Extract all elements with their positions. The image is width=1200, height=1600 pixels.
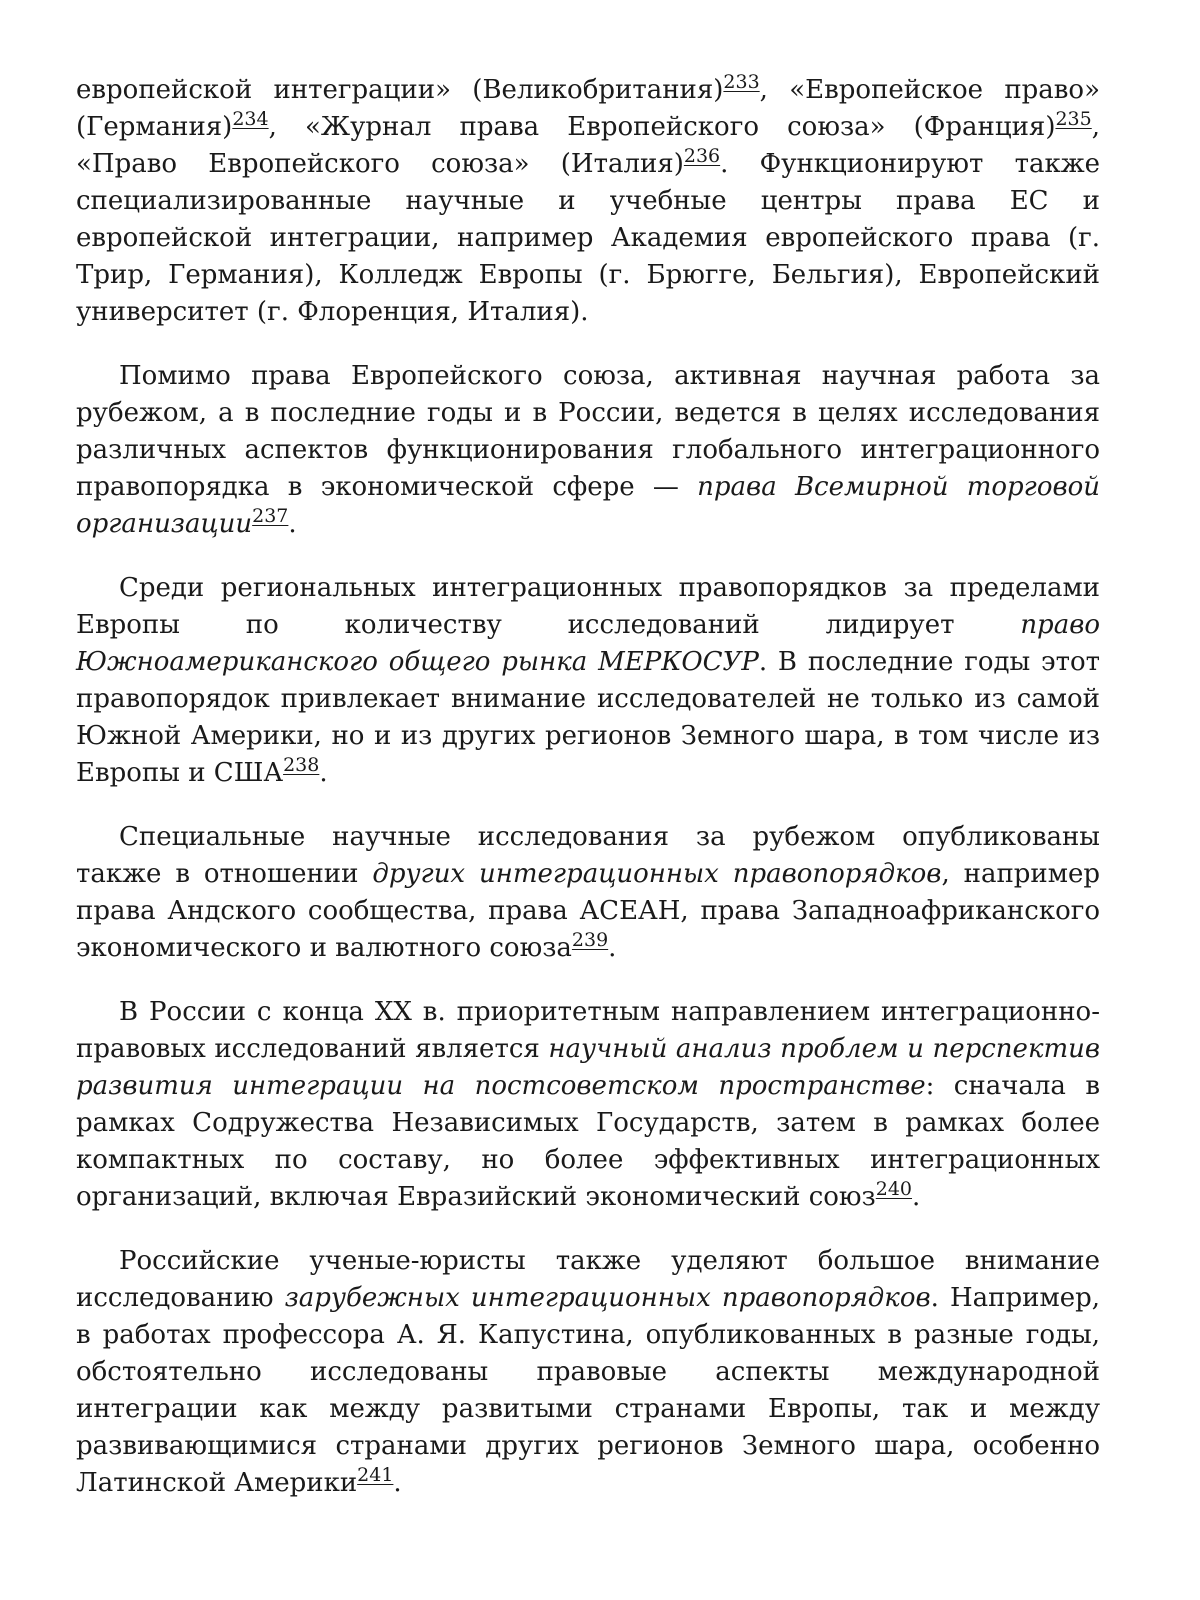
text-run: Специальные научные исследования за рубежом опубликованы также в отношении	[76, 822, 1100, 889]
footnote-link[interactable]: 239	[571, 929, 609, 951]
paragraph	[76, 1243, 1100, 1502]
footnote-link[interactable]: 240	[875, 1178, 913, 1200]
text-run: . В последние годы этот правопорядок привлекает внимание исследователей не только из самой Южной Америки, но и из других регионов Земного шара, в том числе из Европы и США	[76, 647, 1100, 788]
text-run: : сначала в рамках Содружества Независимых Государств, затем в рамках более компактных по составу, но более эффективных интеграционных организаций, включая Евразийский экономический союз	[76, 1071, 1100, 1212]
footnote-link[interactable]: 236	[683, 145, 721, 167]
text-run: европейской интеграции» (Великобритания)	[76, 75, 724, 105]
text-run: Российские ученые-юристы также уделяют большое внимание исследованию	[76, 1246, 1100, 1313]
paragraph	[76, 819, 1100, 967]
text-run: .	[912, 1182, 921, 1212]
text-run: , например права Андского сообщества, права АСЕАН, права Западноафриканского экономического и валютного союза	[76, 859, 1101, 963]
italic-text: зарубежных интеграционных правопорядков	[284, 1283, 931, 1313]
text-run: Помимо права Европейского союза, активная научная работа за рубежом, а в последние годы и в России, ведется в целях исследования различных аспектов функционирования глобального интеграционного правопорядка в экономической сфере —	[76, 361, 1100, 502]
text-run: .	[319, 758, 328, 788]
italic-text: других интеграционных правопорядков	[372, 859, 942, 889]
text-run: , «Журнал права Европейского союза» (Франция)	[268, 112, 1056, 142]
paragraph	[76, 994, 1100, 1216]
italic-text: права Всемирной торговой организации	[76, 472, 1101, 539]
paragraph	[76, 72, 1100, 331]
paragraph	[76, 570, 1100, 792]
paragraph	[76, 358, 1100, 543]
footnote-link[interactable]: 233	[723, 71, 760, 93]
italic-text: право Южноамериканского общего рынка МЕРКОСУР	[76, 610, 1100, 677]
text-run: , «Европейское право» (Германия)	[76, 75, 1100, 142]
footnote-link[interactable]: 234	[232, 108, 269, 130]
text-run: Среди региональных интеграционных правопорядков за пределами Европы по количеству исследований лидирует	[76, 573, 1100, 640]
text-run: , «Право Европейского союза» (Италия)	[76, 112, 1100, 179]
footnote-link[interactable]: 235	[1055, 108, 1092, 130]
text-run: . Например, в работах профессора А. Я. Капустина, опубликованных в разные годы, обстоятельно исследованы правовые аспекты международной интеграции как между развитыми странами Европы, так и между развивающимися странами других регионов Земного шара, особенно Латинской Америки	[76, 1283, 1101, 1498]
text-run: . Функционируют также специализированные научные и учебные центры права ЕС и европейской интеграции, например Академия европейского права (г. Трир, Германия), Колледж Европы (г. Брюгге, Бельгия), Европейский университет (г. Флоренция, Италия).	[76, 149, 1101, 327]
footnote-link[interactable]: 241	[357, 1464, 394, 1486]
text-run: .	[288, 509, 297, 539]
text-run: .	[608, 933, 617, 963]
footnote-link[interactable]: 238	[283, 754, 320, 776]
text-run: .	[393, 1468, 402, 1498]
italic-text: научный анализ проблем и перспектив развития интеграции на постсоветском пространстве	[76, 1034, 1100, 1101]
text-run: В России с конца XX в. приоритетным направлением интеграционно-правовых исследований является	[76, 997, 1100, 1064]
footnote-link[interactable]: 237	[252, 505, 289, 527]
